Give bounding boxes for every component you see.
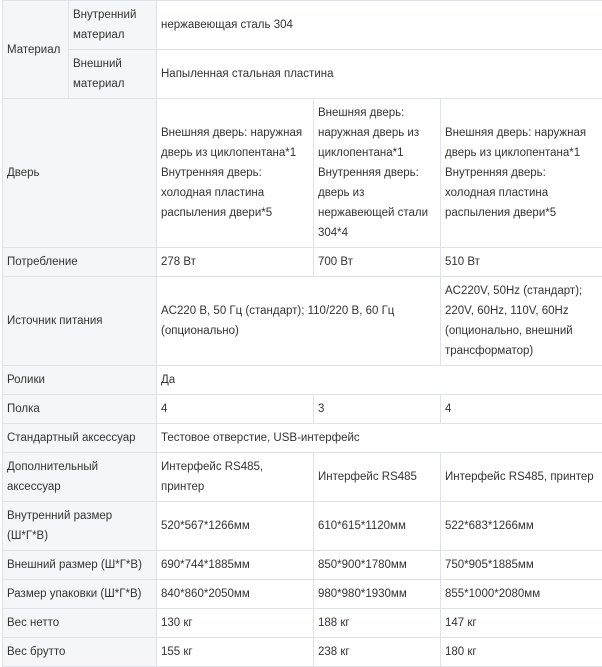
- door-value-3: Внешняя дверь: наружная дверь из циклопентана*1 Внутренняя дверь: холодная пластина распыления двери*5: [441, 99, 602, 248]
- gross-weight-value-3: 180 кг: [441, 638, 602, 667]
- outer-material-label: Внешний материал: [69, 50, 157, 99]
- material-label: Материал: [3, 1, 69, 99]
- table-row: [3, 277, 602, 366]
- shelf-value-2: 3: [314, 395, 441, 424]
- inner-size-value-1: 520*567*1266мм: [157, 502, 314, 551]
- table-row: [3, 609, 602, 638]
- door-value-1: Внешняя дверь: наружная дверь из циклопентана*1 Внутренняя дверь: холодная пластина распыления двери*5: [157, 99, 314, 248]
- casters-label: Ролики: [3, 366, 157, 395]
- casters-value: Да: [157, 366, 602, 395]
- power-consumption-label: Потребление: [3, 248, 157, 277]
- optional-accessory-value-3: Интерфейс RS485, принтер: [441, 453, 602, 502]
- door-value-2: Внешняя дверь: наружная дверь из циклопентана*1 Внутренняя дверь: дверь из нержавеющей стали 304*4: [314, 99, 441, 248]
- power-source-label: Источник питания: [3, 277, 157, 366]
- inner-material-value: нержавеющая сталь 304: [157, 1, 602, 50]
- optional-accessory-value-1: Интерфейс RS485, принтер: [157, 453, 314, 502]
- package-size-value-3: 855*1000*2080мм: [441, 580, 602, 609]
- power-consumption-value-2: 700 Вт: [314, 248, 441, 277]
- table-row: [3, 424, 602, 453]
- table-row: [3, 99, 602, 248]
- shelf-label: Полка: [3, 395, 157, 424]
- package-size-label: Размер упаковки (Ш*Г*В): [3, 580, 157, 609]
- net-weight-label: Вес нетто: [3, 609, 157, 638]
- net-weight-value-3: 147 кг: [441, 609, 602, 638]
- table-row: [3, 395, 602, 424]
- standard-accessory-label: Стандартный аксессуар: [3, 424, 157, 453]
- table-row: [3, 366, 602, 395]
- table-row: [3, 50, 602, 99]
- outer-size-label: Внешний размер (Ш*Г*В): [3, 551, 157, 580]
- table-row: [3, 1, 602, 50]
- inner-size-value-2: 610*615*1120мм: [314, 502, 441, 551]
- inner-material-label: Внутренний материал: [69, 1, 157, 50]
- net-weight-value-2: 188 кг: [314, 609, 441, 638]
- inner-size-label: Внутренний размер (Ш*Г*В): [3, 502, 157, 551]
- table-row: [3, 638, 602, 667]
- gross-weight-value-1: 155 кг: [157, 638, 314, 667]
- optional-accessory-value-2: Интерфейс RS485: [314, 453, 441, 502]
- gross-weight-value-2: 238 кг: [314, 638, 441, 667]
- power-source-value-1: AC220 В, 50 Гц (стандарт); 110/220 В, 60 Гц (опционально): [157, 277, 441, 366]
- table-row: [3, 453, 602, 502]
- net-weight-value-1: 130 кг: [157, 609, 314, 638]
- gross-weight-label: Вес брутто: [3, 638, 157, 667]
- optional-accessory-label: Дополнительный аксессуар: [3, 453, 157, 502]
- power-consumption-value-3: 510 Вт: [441, 248, 602, 277]
- outer-size-value-3: 750*905*1885мм: [441, 551, 602, 580]
- table-row: [3, 580, 602, 609]
- shelf-value-3: 4: [441, 395, 602, 424]
- door-label: Дверь: [3, 99, 157, 248]
- outer-size-value-1: 690*744*1885мм: [157, 551, 314, 580]
- standard-accessory-value: Тестовое отверстие, USB-интерфейс: [157, 424, 602, 453]
- package-size-value-1: 840*860*2050мм: [157, 580, 314, 609]
- outer-material-value: Напыленная стальная пластина: [157, 50, 602, 99]
- outer-size-value-2: 850*900*1780мм: [314, 551, 441, 580]
- table-row: [3, 551, 602, 580]
- package-size-value-2: 980*980*1930мм: [314, 580, 441, 609]
- shelf-value-1: 4: [157, 395, 314, 424]
- table-row: [3, 502, 602, 551]
- table-row: [3, 248, 602, 277]
- inner-size-value-3: 522*683*1266мм: [441, 502, 602, 551]
- power-consumption-value-1: 278 Вт: [157, 248, 314, 277]
- spec-table: [2, 0, 602, 667]
- power-source-value-2: AC220V, 50Hz (стандарт); 220V, 60Hz, 110V, 60Hz (опционально, внешний трансформатор): [441, 277, 602, 366]
